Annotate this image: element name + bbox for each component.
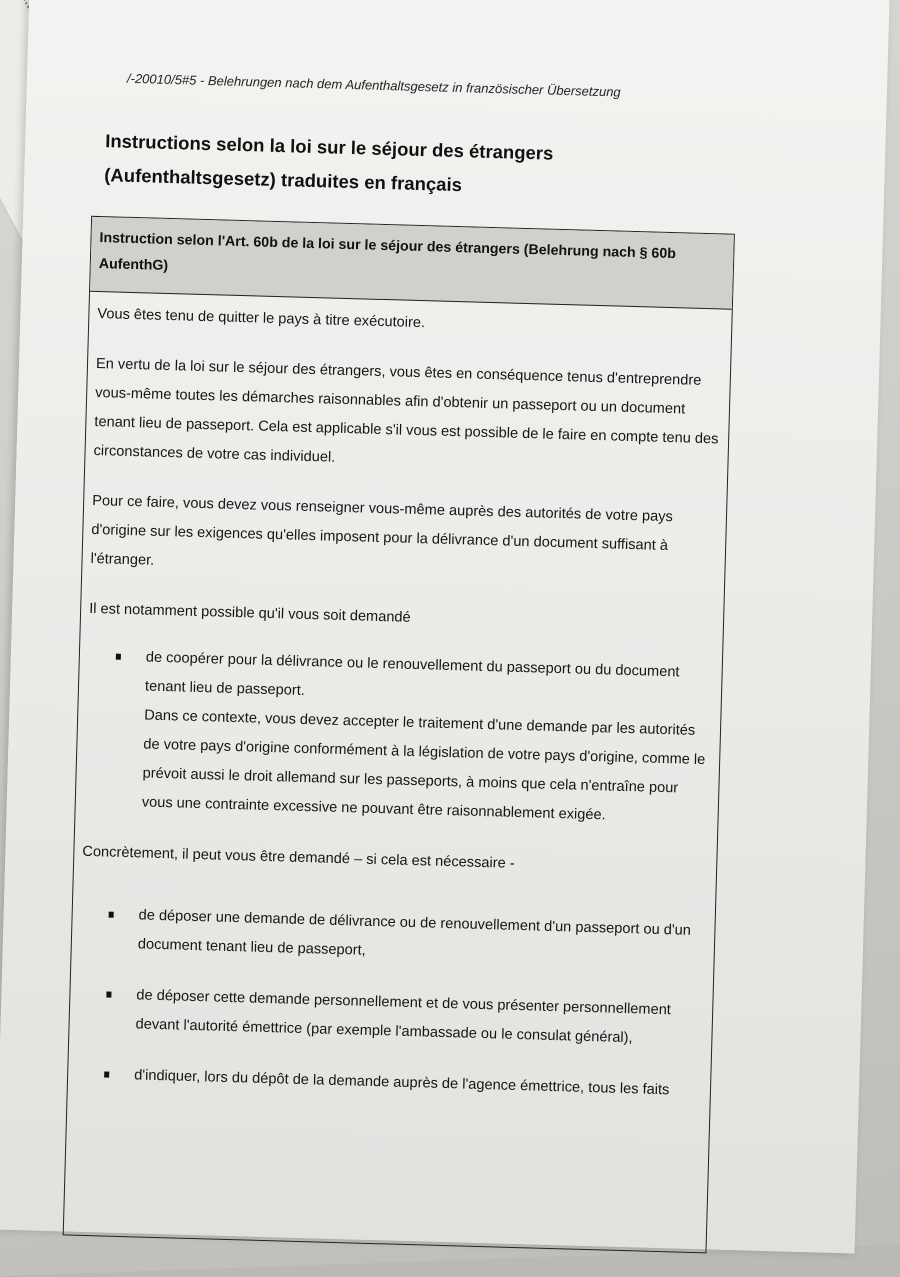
instruction-table	[63, 216, 735, 1254]
paragraph-possible-requests: Il est notamment possible qu'il vous soit demandé	[88, 600, 411, 626]
bullet-square-icon	[109, 912, 114, 918]
list-item	[141, 644, 714, 834]
header-title: - Belehrungen nach dem Aufenthaltsgesetz in französischer Übersetzung	[196, 72, 621, 100]
document-title	[104, 124, 666, 208]
paragraph-inquiry: Pour ce faire, vous devez vous renseigner vous-même auprès des autorités de votre pays d'origine sur les exigences qu'elles imposent pour la délivrance d'un document suffisant à l'étranger.	[90, 492, 674, 569]
paragraph-obligation: Vous êtes tenu de quitter le pays à titre exécutoire.	[97, 306, 426, 332]
running-header	[127, 71, 621, 100]
header-reference: /-20010/5#5	[126, 70, 197, 88]
list-item	[134, 1061, 703, 1106]
bullet-text: de déposer une demande de délivrance ou de renouvellement d'un passeport ou d'un document tenant lieu de passeport,	[137, 907, 692, 959]
paragraph-concretely: Concrètement, il peut vous être demandé – si cela est nécessaire -	[82, 843, 515, 872]
bullet-text: de déposer cette demande personnellement et de vous présenter personnellement devant l'autorité émettrice (par exemple l'ambassade ou le consulat général),	[135, 987, 672, 1047]
bullet-text: d'indiquer, lors du dépôt de la demande auprès de l'agence émettrice, tous les faits	[133, 1067, 670, 1099]
list-item	[135, 981, 704, 1055]
bullet-list-requirements	[76, 900, 707, 1106]
title-line-2: (Aufenthaltsgesetz) traduites en français	[104, 164, 463, 196]
table-body	[67, 292, 732, 1137]
table-header: Instruction selon l'Art. 60b de la loi sur le séjour des étrangers (Belehrung nach § 60b AufenthG)	[90, 217, 734, 310]
bullet-square-icon	[116, 654, 121, 660]
bullet-list-cooperation	[83, 642, 714, 833]
bullet-text: de coopérer pour la délivrance ou le renouvellement du passeport ou du document tenant lieu de passeport.	[144, 649, 680, 699]
bullet-square-icon	[106, 992, 111, 998]
bullet-square-icon	[104, 1072, 109, 1078]
paragraph-legal-basis: En vertu de la loi sur le séjour des étrangers, vous êtes en conséquence tenus d'entreprendre vous-même toutes les démarches raisonnables afin d'obtenir un passeport ou un document tenant lieu de passeport. Cela est applicable s'il vous est possible de le faire en compte tenu des circonstances de votre cas individuel.	[93, 356, 719, 466]
title-line-1: Instructions selon la loi sur le séjour des étrangers	[104, 130, 554, 164]
bullet-detail: Dans ce contexte, vous devez accepter le traitement d'une demande par les autorités de votre pays d'origine conformément à la législation de votre pays d'origine, comme le prévoit aussi le droit allemand sur les passeports, à moins que cela n'entraîne pour vous une contrainte excessive ne pouvant être raisonnablement exigée.	[141, 707, 706, 824]
